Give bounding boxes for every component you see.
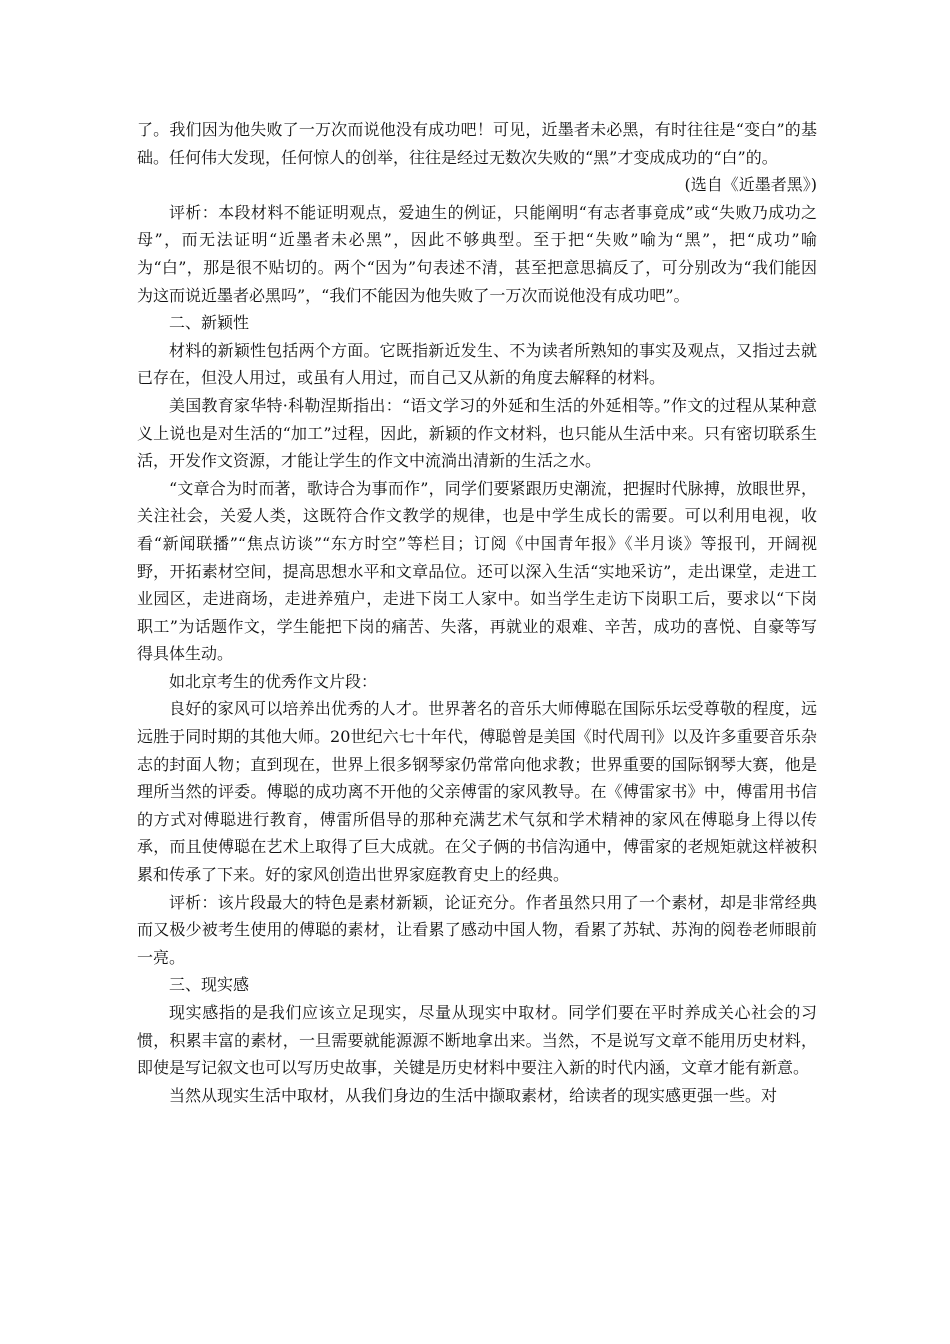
paragraph-analysis-2: 评析：该片段最大的特色是素材新颖，论证充分。作者虽然只用了一个素材，却是非常经典而又极少被考生使用的傅聪的素材，让看累了感动中国人物，看累了苏轼、苏洵的阅卷老师眼前一亮。: [137, 892, 817, 967]
paragraph-novelty-definition: 材料的新颖性包括两个方面。它既指新近发生、不为读者所熟知的事实及观点，又指过去就已存在，但没人用过，或虽有人用过，而自己又从新的角度去解释的材料。: [137, 340, 817, 388]
paragraph-reality-continued: 当然从现实生活中取材，从我们身边的生活中撷取素材，给读者的现实感更强一些。对: [169, 1085, 778, 1105]
paragraph-example-essay: 良好的家风可以培养出优秀的人才。世界著名的音乐大师傅聪在国际乐坛受尊敬的程度，远远胜于同时期的其他大师。20世纪六七十年代，傅聪曾是美国《时代周刊》以及许多重要音乐杂志的封面人物；直到现在，世界上很多钢琴家仍常常向他求教；世界重要的国际钢琴大赛，他是理所当然的评委。傅聪的成功离不开他的父亲傅雷的家风教导。在《傅雷家书》中，傅雷用书信的方式对傅聪进行教育，傅雷所倡导的那种充满艺术气氛和学术精神的家风在傅聪身上得以传承，而且使傅聪在艺术上取得了巨大成就。在父子俩的书信沟通中，傅雷家的老规矩就这样被积累和传承了下来。好的家风创造出世界家庭教育史上的经典。: [137, 699, 817, 885]
paragraph-quote-educator: 美国教育家华特·科勒涅斯指出：“语文学习的外延和生活的外延相等。”作文的过程从某种意义上说也是对生活的“加工”过程，因此，新颖的作文材料，也只能从生活中来。只有密切联系生活，开发作文资源，才能让学生的作文中流淌出清新的生活之水。: [137, 395, 817, 471]
paragraph-example-intro: 如北京考生的优秀作文片段：: [169, 671, 378, 691]
document-page: [137, 116, 817, 1109]
section-heading-novelty: 二、新颖性: [169, 313, 250, 333]
paragraph-reality-definition: 现实感指的是我们应该立足现实，尽量从现实中取材。同学们要在平时养成关心社会的习惯，积累丰富的素材，一旦需要就能源源不断地拿出来。当然，不是说写文章不能用历史材料，即使是写记叙文也可以写历史故事，关键是历史材料中要注入新的时代内涵，文章才能有新意。: [137, 1003, 817, 1078]
paragraph-continuation: 了。我们因为他失败了一万次而说他没有成功吧！可见，近墨者未必黑，有时往往是“变白”的基础。任何伟大发现，任何惊人的创举，往往是经过无数次失败的“黑”才变成成功的“白”的。: [137, 120, 817, 167]
source-citation: (选自《近墨者黑》): [684, 175, 817, 195]
paragraph-times: “文章合为时而著，歌诗合为事而作”，同学们要紧跟历史潮流，把握时代脉搏，放眼世界，关注社会，关爱人类，这既符合作文教学的规律，也是中学生成长的需要。可以利用电视，收看“新闻联播”“焦点访谈”“东方时空”等栏目；订阅《中国青年报》《半月谈》等报刊，开阔视野，开拓素材空间，提高思想水平和文章品位。还可以深入生活“实地采访”，走出课堂，走进工业园区，走进商场，走进养殖户，走进下岗工人家中。如当学生走访下岗职工后，要求以“下岗职工”为话题作文，学生能把下岗的痛苦、失落，再就业的艰难、辛苦，成功的喜悦、自豪等写得具体生动。: [137, 478, 817, 664]
section-heading-reality: 三、现实感: [169, 975, 250, 995]
paragraph-analysis-1: 评析：本段材料不能证明观点，爱迪生的例证，只能阐明“有志者事竟成”或“失败乃成功之母”，而无法证明“近墨者未必黑”，因此不够典型。至于把“失败”喻为“黑”，把“成功”喻为“白”，那是很不贴切的。两个“因为”句表述不清，甚至把意思搞反了，可分别改为“我们能因为这而说近墨者必黑吗”，“我们不能因为他失败了一万次而说他没有成功吧”。: [137, 202, 817, 305]
